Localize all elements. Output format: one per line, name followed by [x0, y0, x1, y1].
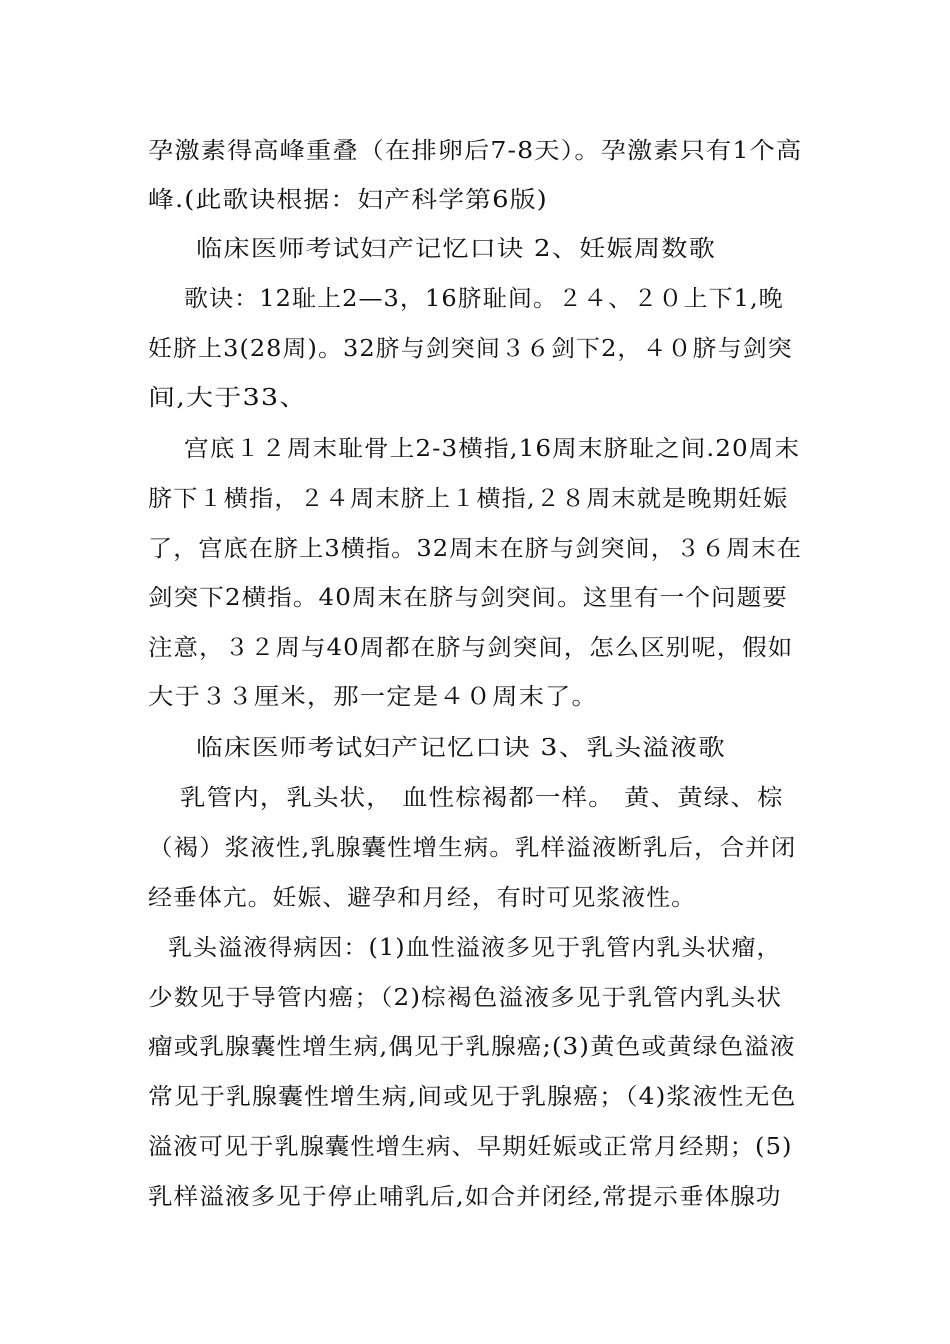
text-line: （褐）浆液性,乳腺囊性增生病。乳样溢液断乳后，合并闭	[148, 835, 797, 861]
text-line: 妊脐上3(28周)。32脐与剑突间３６剑下2，４０脐与剑突	[148, 336, 793, 362]
text-line: 经垂体亢。妊娠、避孕和月经，有时可见浆液性。	[148, 885, 696, 911]
text-line: 乳管内，乳头状， 血性棕褐都一样。 黄、黄绿、棕	[180, 785, 784, 811]
section-heading: 临床医师考试妇产记忆口诀 2、妊娠周数歌	[196, 236, 716, 262]
text-line: 脐下１横指，２４周末脐上１横指,２８周末就是晚期妊娠	[148, 486, 789, 512]
section-heading: 临床医师考试妇产记忆口诀 3、乳头溢液歌	[196, 735, 726, 761]
text-line: 瘤或乳腺囊性增生病,偶见于乳腺癌;(3)黄色或黄绿色溢液	[148, 1034, 796, 1060]
text-line: 乳头溢液得病因：(1)血性溢液多见于乳管内乳头状瘤，	[168, 935, 782, 961]
text-line: 间,大于33、	[148, 385, 308, 411]
text-line: 常见于乳腺囊性增生病,间或见于乳腺癌；（4)浆液性无色	[148, 1084, 797, 1110]
text-line: 峰.(此歌诀根据：妇产科学第6版)	[148, 187, 548, 213]
text-line: 乳样溢液多见于停止哺乳后,如合并闭经,常提示垂体腺功	[148, 1184, 782, 1210]
text-line: 大于３３厘米，那一定是４０周末了。	[148, 684, 598, 710]
text-line: 了，宫底在脐上3横指。32周末在脐与剑突间，３６周末在	[148, 536, 802, 562]
text-line: 孕激素得高峰重叠（在排卵后7-8天）。孕激素只有1个高	[148, 138, 803, 164]
text-line: 少数见于导管内癌；（2)棕褐色溢液多见于乳管内乳头状	[148, 985, 783, 1011]
text-line: 歌诀：12耻上2—3，16脐耻间。２４、２０上下1,晚	[184, 286, 784, 312]
text-line: 剑突下2横指。40周末在脐与剑突间。这里有一个问题要	[148, 585, 788, 611]
text-line: 宫底１２周末耻骨上2-3横指,16周末脐耻之间.20周末	[184, 436, 801, 462]
text-line: 注意，３２周与40周都在脐与剑突间，怎么区别呢，假如	[148, 635, 794, 661]
text-line: 溢液可见于乳腺囊性增生病、早期妊娠或正常月经期；(5)	[148, 1134, 793, 1160]
